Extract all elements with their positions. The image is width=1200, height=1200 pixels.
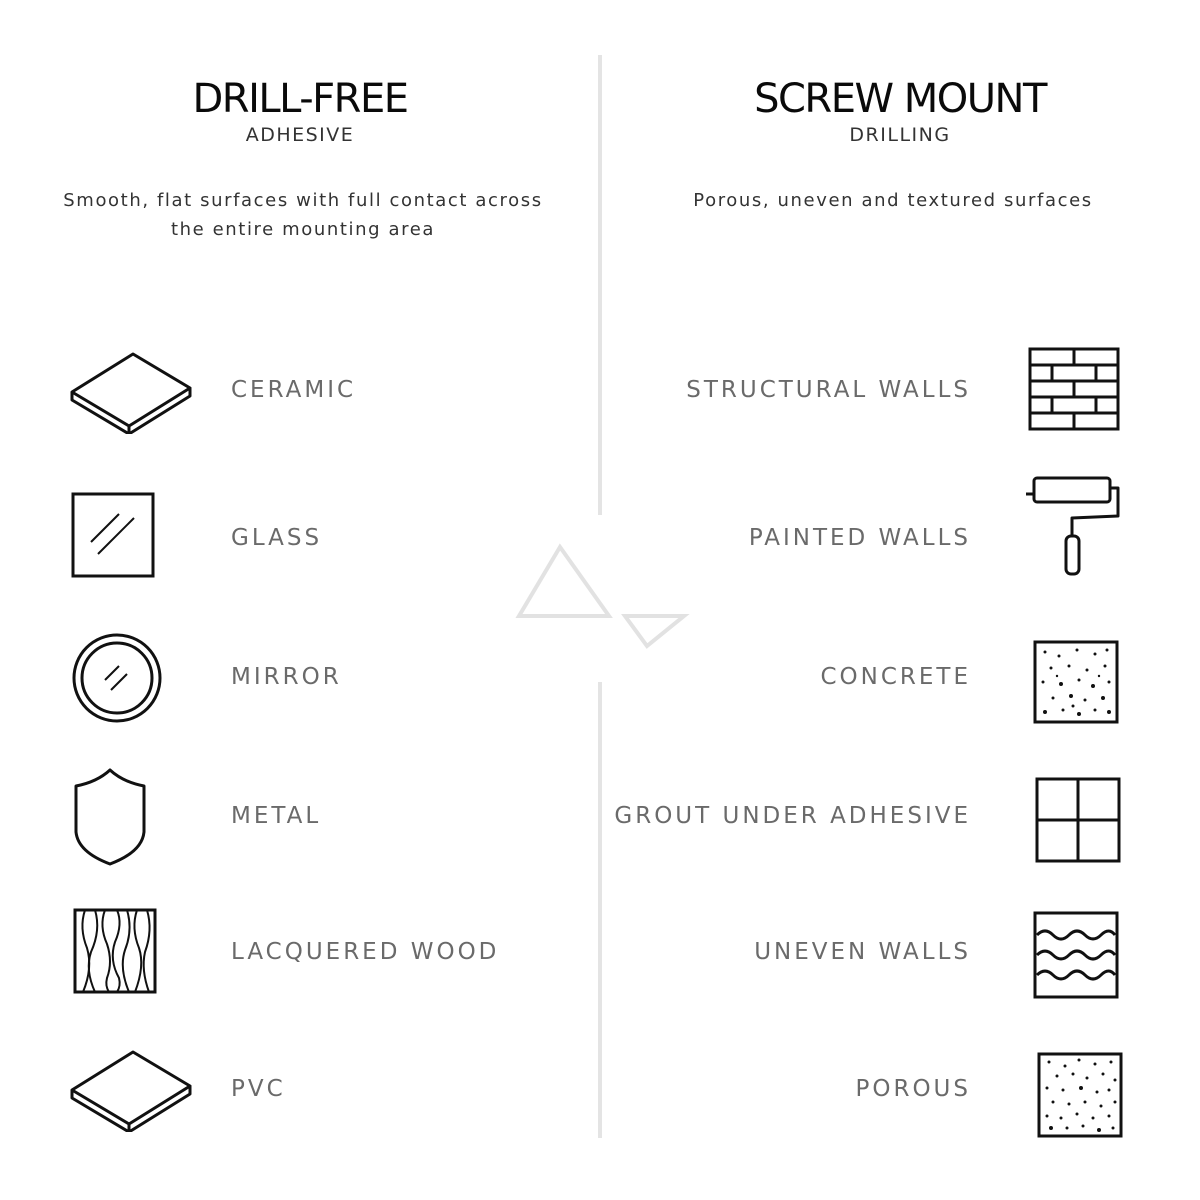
paint-roller-icon <box>1024 474 1124 578</box>
drilling-subtitle: DRILLING <box>849 124 951 146</box>
drill-free-description-line-2: the entire mounting area <box>170 219 436 240</box>
item-label-metal: METAL <box>231 803 322 829</box>
item-label-painted-walls: PAINTED WALLS <box>748 525 971 551</box>
drill-free-description-line-1: Smooth, flat surfaces with full contact across <box>63 190 543 211</box>
shield-icon <box>73 768 147 866</box>
screw-mount-description: Porous, uneven and textured surfaces <box>693 190 1093 211</box>
column-divider-top <box>598 55 602 515</box>
column-divider-bottom <box>598 682 602 1138</box>
item-label-grout-under-adhesive: GROUT UNDER ADHESIVE <box>614 803 971 829</box>
tile-icon <box>70 352 192 434</box>
concrete-texture-icon <box>1033 640 1119 724</box>
brick-wall-icon <box>1028 347 1120 431</box>
glass-pane-icon <box>71 492 155 578</box>
screw-mount-header <box>600 76 1200 146</box>
four-tile-grid-icon <box>1035 777 1121 863</box>
item-label-glass: GLASS <box>231 525 323 551</box>
adhesive-subtitle: ADHESIVE <box>245 124 355 146</box>
item-label-pvc: PVC <box>231 1076 286 1102</box>
triangle-logo-icon <box>514 542 690 656</box>
item-label-lacquered-wood: LACQUERED WOOD <box>231 939 500 965</box>
wavy-lines-icon <box>1033 911 1119 999</box>
item-label-ceramic: CERAMIC <box>231 377 357 403</box>
drill-free-header <box>0 76 600 146</box>
round-mirror-icon <box>71 632 163 724</box>
wood-grain-icon <box>73 908 157 994</box>
porous-texture-icon <box>1037 1052 1123 1138</box>
drill-free-description <box>3 186 603 244</box>
item-label-mirror: MIRROR <box>231 664 342 690</box>
item-label-structural-walls: STRUCTURAL WALLS <box>686 377 971 403</box>
screw-mount-title: SCREW MOUNT <box>754 76 1046 122</box>
drill-free-title: DRILL-FREE <box>192 76 408 122</box>
item-label-concrete: CONCRETE <box>820 664 971 690</box>
item-label-uneven-walls: UNEVEN WALLS <box>754 939 971 965</box>
item-label-porous: POROUS <box>855 1076 971 1102</box>
tile-icon <box>70 1050 192 1132</box>
